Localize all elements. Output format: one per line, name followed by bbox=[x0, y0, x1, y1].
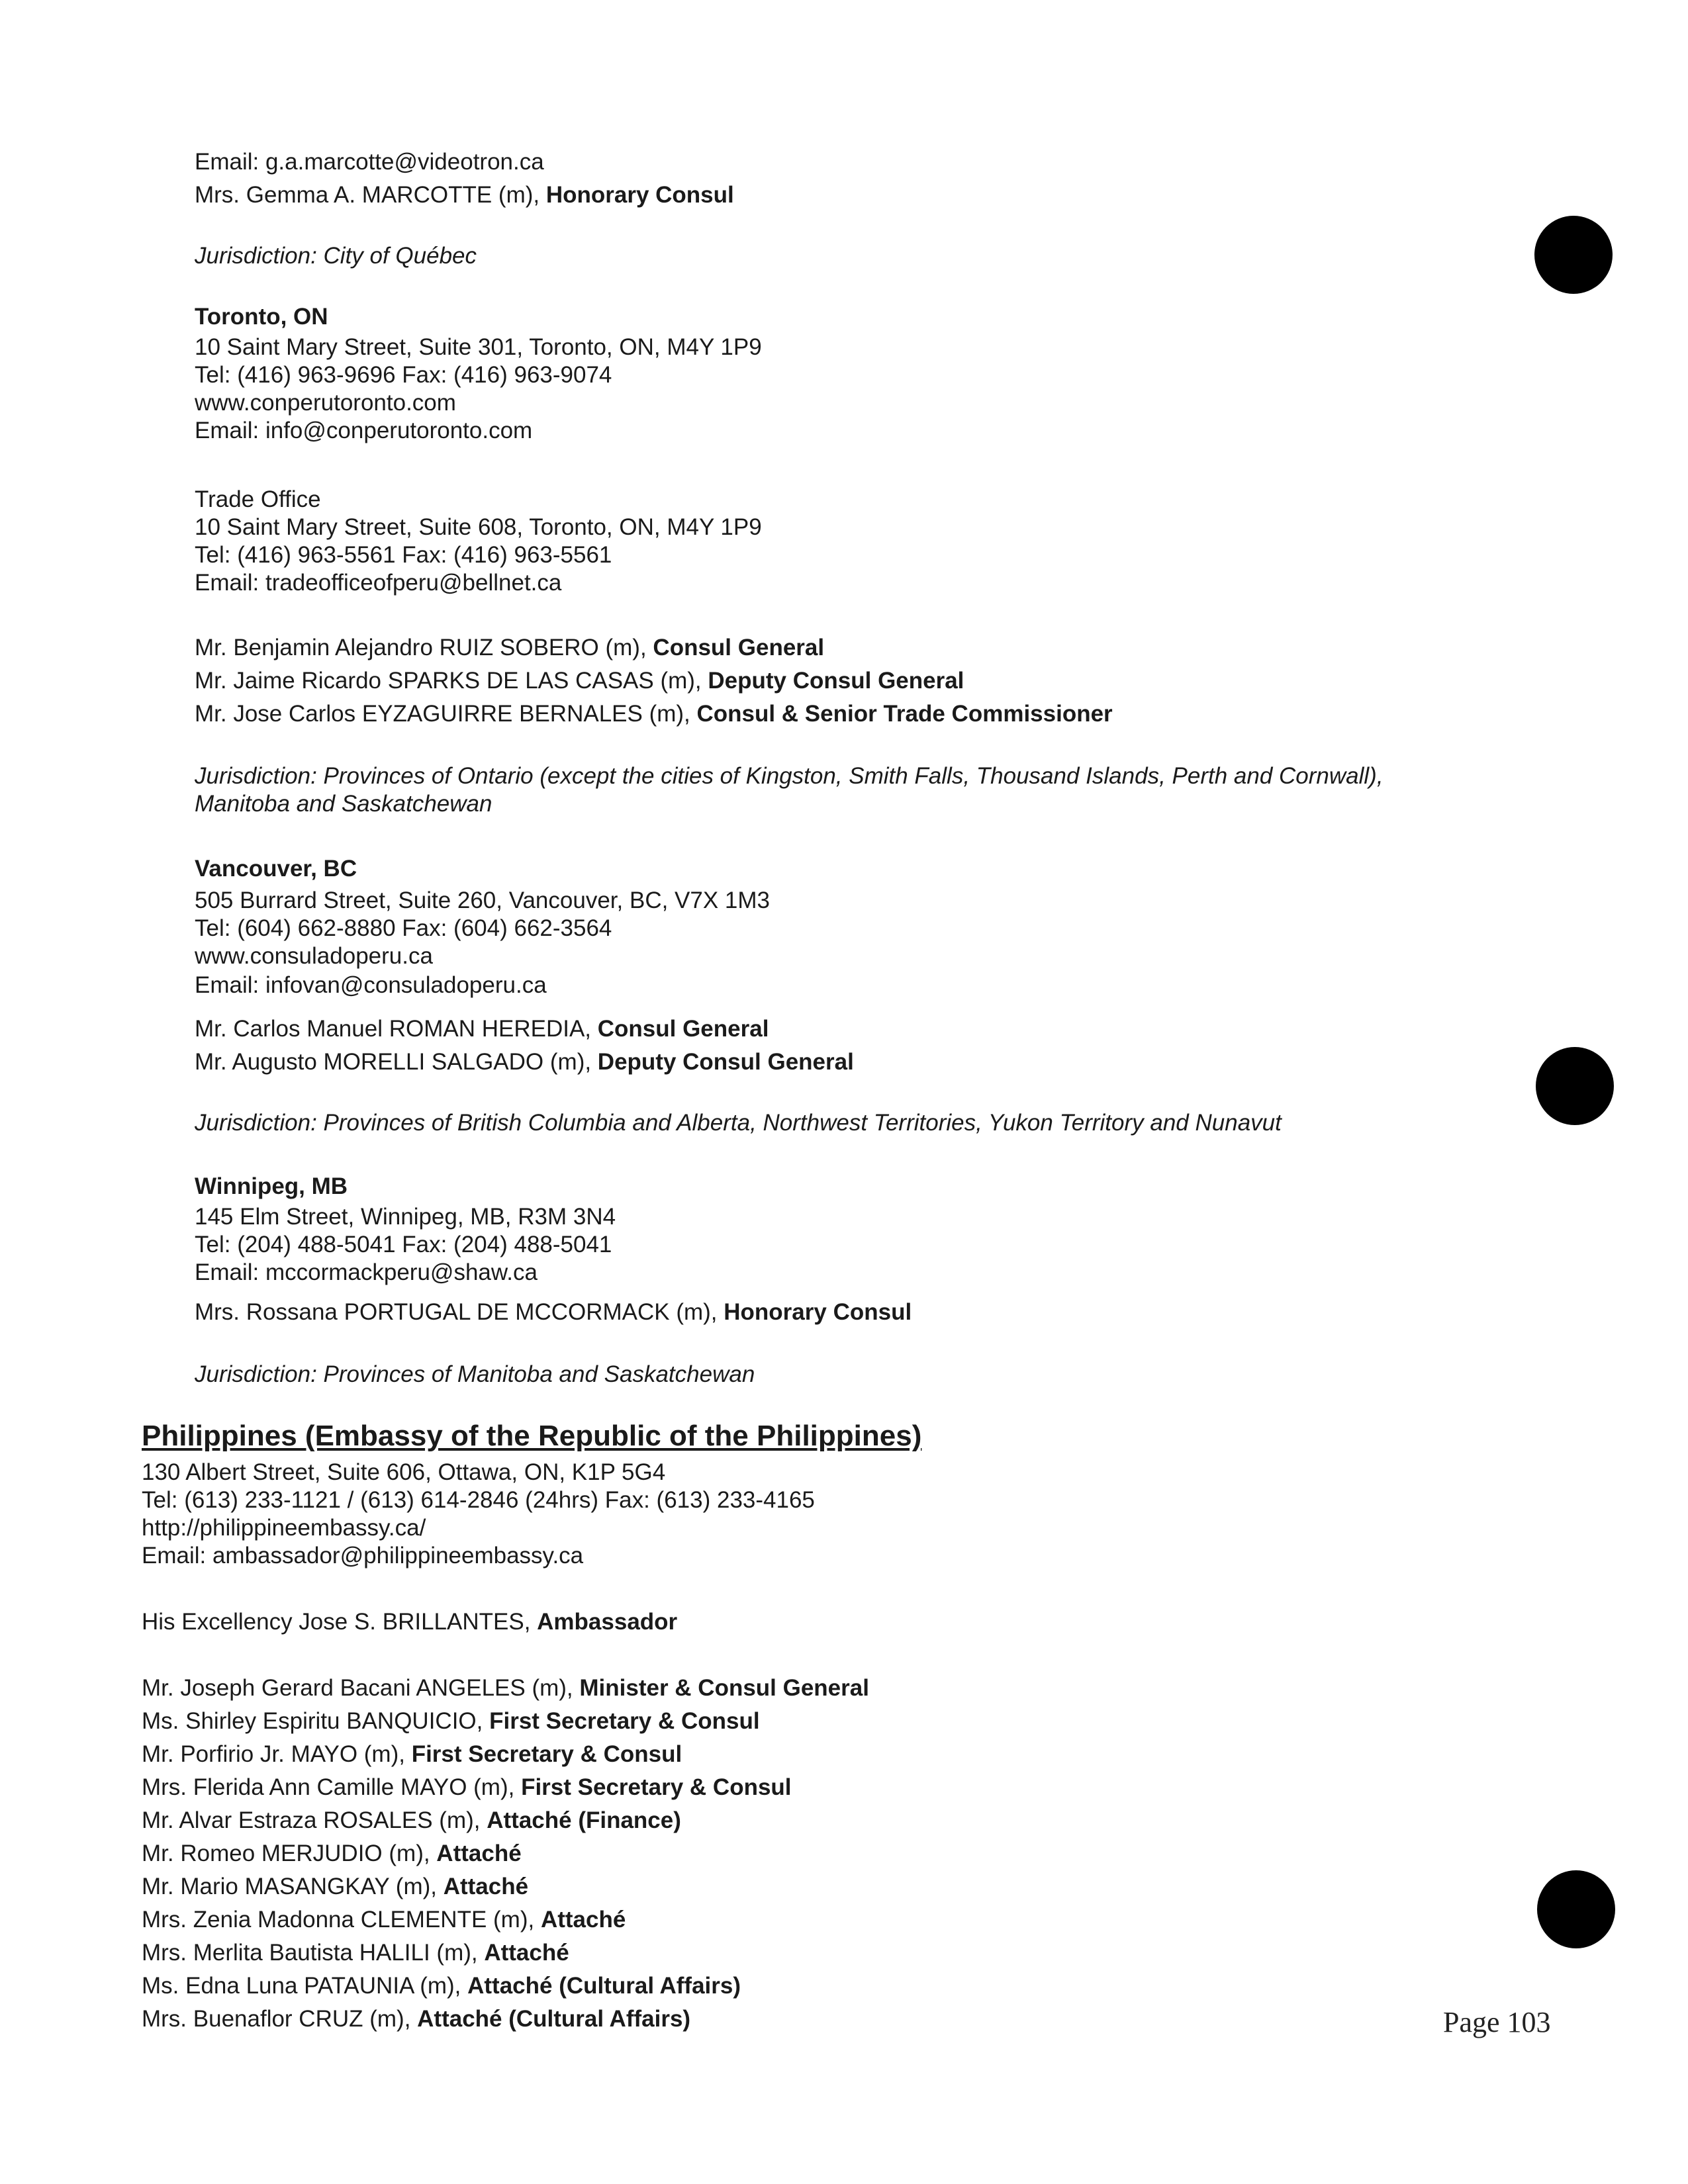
staff-member bbox=[142, 1707, 760, 1735]
winnipeg-address: 145 Elm Street, Winnipeg, MB, R3M 3N4 bbox=[195, 1204, 616, 1230]
philippines-address: 130 Albert Street, Suite 606, Ottawa, ON, K1P 5G4 bbox=[142, 1459, 666, 1485]
staff-member bbox=[142, 1807, 681, 1835]
vancouver-email: Email: infovan@consuladoperu.ca bbox=[195, 972, 547, 998]
philippines-email: Email: ambassador@philippineembassy.ca bbox=[142, 1543, 584, 1569]
vancouver-web: www.consuladoperu.ca bbox=[195, 943, 433, 969]
trade-office-address: 10 Saint Mary Street, Suite 608, Toronto, ON, M4Y 1P9 bbox=[195, 514, 762, 540]
person-name: Mrs. Rossana PORTUGAL DE MCCORMACK (m), bbox=[195, 1299, 724, 1325]
person-title: Attaché (Cultural Affairs) bbox=[417, 2006, 691, 2032]
philippines-ambassador bbox=[142, 1608, 677, 1636]
person-title: Honorary Consul bbox=[724, 1299, 912, 1325]
person-name: Mrs. Gemma A. MARCOTTE (m), bbox=[195, 182, 546, 208]
winnipeg-person bbox=[195, 1298, 912, 1326]
toronto-tel: Tel: (416) 963-9696 Fax: (416) 963-9074 bbox=[195, 362, 612, 388]
winnipeg-jurisdiction: Jurisdiction: Provinces of Manitoba and Saskatchewan bbox=[195, 1361, 755, 1387]
quebec-email: Email: g.a.marcotte@videotron.ca bbox=[195, 149, 544, 175]
toronto-web: www.conperutoronto.com bbox=[195, 390, 456, 416]
vancouver-jurisdiction: Jurisdiction: Provinces of British Columbia and Alberta, Northwest Territories, Yukon Territory and Nunavut bbox=[195, 1110, 1282, 1136]
person-name: His Excellency Jose S. BRILLANTES, bbox=[142, 1609, 538, 1635]
quebec-jurisdiction: Jurisdiction: City of Québec bbox=[195, 243, 477, 269]
person-title: First Secretary & Consul bbox=[489, 1708, 760, 1734]
staff-member bbox=[142, 1741, 682, 1768]
person-title: Attaché bbox=[540, 1907, 626, 1933]
binder-hole-bottom bbox=[1537, 1870, 1615, 1948]
person-name: Mr. Carlos Manuel ROMAN HEREDIA, bbox=[195, 1016, 598, 1042]
page-number: Page 103 bbox=[1443, 2006, 1551, 2038]
staff-member bbox=[142, 1906, 626, 1934]
person-title: Attaché bbox=[436, 1841, 522, 1866]
staff-member bbox=[142, 1774, 792, 1801]
toronto-heading: Toronto, ON bbox=[195, 304, 328, 330]
person-name: Mrs. Merlita Bautista HALILI (m), bbox=[142, 1940, 485, 1966]
staff-member bbox=[142, 1674, 869, 1702]
trade-office-email: Email: tradeofficeofperu@bellnet.ca bbox=[195, 570, 562, 596]
person-title: First Secretary & Consul bbox=[411, 1741, 682, 1767]
person-title: Consul & Senior Trade Commissioner bbox=[696, 701, 1113, 727]
toronto-address: 10 Saint Mary Street, Suite 301, Toronto, ON, M4Y 1P9 bbox=[195, 334, 762, 360]
binder-hole-middle bbox=[1536, 1047, 1614, 1125]
person-name: Mr. Alvar Estraza ROSALES (m), bbox=[142, 1807, 487, 1833]
philippines-tel: Tel: (613) 233-1121 / (613) 614-2846 (24hrs) Fax: (613) 233-4165 bbox=[142, 1487, 815, 1513]
person-name: Mr. Jose Carlos EYZAGUIRRE BERNALES (m), bbox=[195, 701, 697, 727]
person-name: Mrs. Buenaflor CRUZ (m), bbox=[142, 2006, 418, 2032]
staff-member bbox=[142, 1840, 522, 1868]
toronto-person bbox=[195, 667, 964, 695]
person-title: Attaché bbox=[484, 1940, 569, 1966]
toronto-email: Email: info@conperutoronto.com bbox=[195, 418, 533, 443]
winnipeg-heading: Winnipeg, MB bbox=[195, 1173, 348, 1199]
vancouver-heading: Vancouver, BC bbox=[195, 856, 357, 882]
staff-member bbox=[142, 2005, 690, 2033]
winnipeg-tel: Tel: (204) 488-5041 Fax: (204) 488-5041 bbox=[195, 1232, 612, 1257]
person-title: Consul General bbox=[653, 635, 825, 660]
toronto-person bbox=[195, 700, 1113, 728]
staff-member bbox=[142, 1939, 569, 1967]
binder-hole-top bbox=[1534, 216, 1613, 294]
person-title: Deputy Consul General bbox=[597, 1049, 854, 1075]
vancouver-tel: Tel: (604) 662-8880 Fax: (604) 662-3564 bbox=[195, 915, 612, 941]
person-name: Mr. Augusto MORELLI SALGADO (m), bbox=[195, 1049, 598, 1075]
person-title: Honorary Consul bbox=[545, 182, 734, 208]
person-title: Attaché bbox=[443, 1874, 529, 1899]
person-title: First Secretary & Consul bbox=[521, 1774, 792, 1800]
person-name: Mr. Joseph Gerard Bacani ANGELES (m), bbox=[142, 1675, 580, 1701]
person-name: Mr. Benjamin Alejandro RUIZ SOBERO (m), bbox=[195, 635, 653, 660]
trade-office-tel: Tel: (416) 963-5561 Fax: (416) 963-5561 bbox=[195, 542, 612, 568]
vancouver-address: 505 Burrard Street, Suite 260, Vancouver, BC, V7X 1M3 bbox=[195, 887, 771, 913]
person-title: Deputy Consul General bbox=[708, 668, 964, 694]
person-title: Minister & Consul General bbox=[579, 1675, 869, 1701]
staff-member bbox=[142, 1873, 528, 1901]
person-title: Ambassador bbox=[537, 1609, 678, 1635]
toronto-person bbox=[195, 634, 824, 662]
country-heading: Philippines (Embassy of the Republic of the Philippines) bbox=[142, 1420, 922, 1452]
toronto-jurisdiction-line1: Jurisdiction: Provinces of Ontario (except the cities of Kingston, Smith Falls, Thousand Islands, Perth and Cornwall), bbox=[195, 763, 1383, 789]
vancouver-person bbox=[195, 1015, 769, 1043]
person-name: Mrs. Flerida Ann Camille MAYO (m), bbox=[142, 1774, 522, 1800]
winnipeg-email: Email: mccormackperu@shaw.ca bbox=[195, 1259, 538, 1285]
person-name: Mr. Mario MASANGKAY (m), bbox=[142, 1874, 444, 1899]
trade-office-label: Trade Office bbox=[195, 486, 321, 512]
person-name: Mrs. Zenia Madonna CLEMENTE (m), bbox=[142, 1907, 541, 1933]
quebec-person bbox=[195, 181, 734, 209]
person-title: Attaché (Cultural Affairs) bbox=[467, 1973, 741, 1999]
person-name: Ms. Edna Luna PATAUNIA (m), bbox=[142, 1973, 468, 1999]
person-name: Ms. Shirley Espiritu BANQUICIO, bbox=[142, 1708, 490, 1734]
philippines-web: http://philippineembassy.ca/ bbox=[142, 1515, 426, 1541]
person-title: Attaché (Finance) bbox=[487, 1807, 681, 1833]
person-name: Mr. Porfirio Jr. MAYO (m), bbox=[142, 1741, 412, 1767]
person-name: Mr. Jaime Ricardo SPARKS DE LAS CASAS (m), bbox=[195, 668, 708, 694]
person-name: Mr. Romeo MERJUDIO (m), bbox=[142, 1841, 437, 1866]
vancouver-person bbox=[195, 1048, 854, 1076]
person-title: Consul General bbox=[597, 1016, 769, 1042]
staff-member bbox=[142, 1972, 741, 2000]
toronto-jurisdiction-line2: Manitoba and Saskatchewan bbox=[195, 791, 492, 817]
